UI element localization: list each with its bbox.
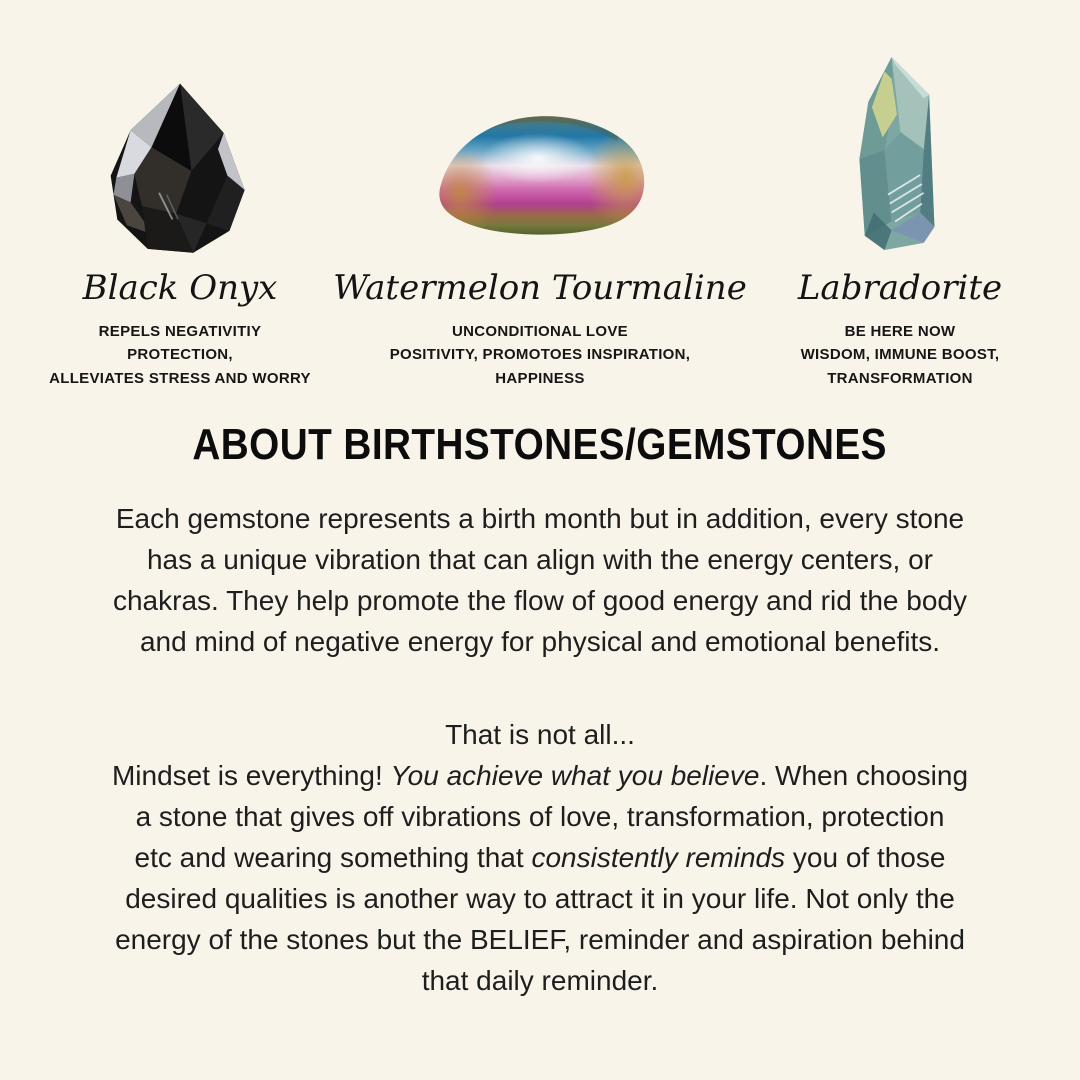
stone-property-line: TRANSFORMATION [827,369,973,387]
text-line: has a unique vibration that can align with the energy centers, or [146,543,934,575]
stone-name: Watermelon Tourmaline [333,268,747,308]
labradorite-crystal-icon [838,47,963,262]
stone-property-line: ALLEVIATES STRESS AND WORRY [49,369,311,387]
section-heading [0,420,1080,470]
text-line: energy of the stones but the BELIEF, reminder and aspiration behind [115,923,965,955]
mindset-paragraph [30,714,1050,1001]
text-line: Each gemstone represents a birth month but in addition, every stone [115,502,965,534]
stone-card-black-onyx [0,40,360,390]
stone-property-line: HAPPINESS [495,369,585,387]
intro-paragraph [30,498,1050,662]
section-heading-text: ABOUT BIRTHSTONES/GEMSTONES [192,419,888,469]
labradorite-image-box [838,40,963,262]
stone-properties [390,320,691,390]
text-line: that daily reminder. [421,964,659,996]
stone-property-line: UNCONDITIONAL LOVE [452,323,628,340]
text-line: That is not all... [445,718,635,750]
black-onyx-image-box [85,40,275,262]
stone-property-line: BE HERE NOW [844,323,956,340]
text-line: etc and wearing something that consistently reminds you of those [134,841,946,873]
stone-property-line: POSITIVITY, PROMOTOES INSPIRATION, [389,346,691,364]
stone-name: Labradorite [797,268,1003,308]
text-line: a stone that gives off vibrations of love, transformation, protection [135,800,945,832]
text-line: chakras. They help promote the flow of good energy and rid the body [112,584,967,616]
watermelon-tourmaline-image-box [420,40,660,262]
text-line: and mind of negative energy for physical and emotional benefits. [139,625,941,657]
stone-card-watermelon-tourmaline [333,40,747,390]
stone-card-labradorite [720,40,1080,390]
text-line: desired qualities is another way to attract it in your life. Not only the [125,882,955,914]
stone-property-line: PROTECTION, [127,346,233,364]
text-line: Mindset is everything! You achieve what you believe. When choosing [111,759,969,791]
stone-property-line: REPELS NEGATIVITIY [98,323,262,340]
stone-properties [49,320,311,390]
stones-row [0,0,1080,390]
black-onyx-crystal-icon [85,80,275,262]
stone-name: Black Onyx [82,268,278,308]
watermelon-tourmaline-stone-icon [420,96,660,242]
stone-property-line: WISDOM, IMMUNE BOOST, [800,346,1000,364]
stone-properties [801,320,1000,390]
